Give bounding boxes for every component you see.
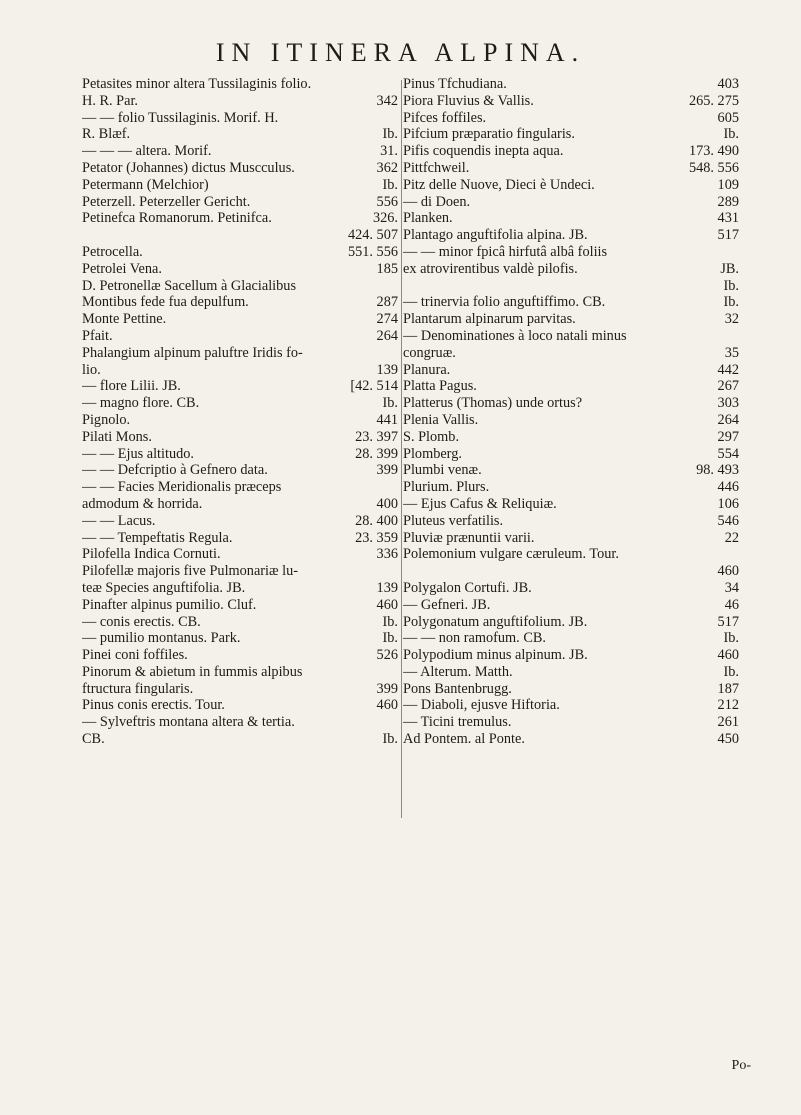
page-reference	[392, 664, 398, 681]
page-reference: 23. 359	[355, 529, 398, 546]
page-reference: 22	[724, 529, 739, 546]
index-entry	[403, 278, 739, 295]
index-entry	[403, 731, 739, 748]
entry-text: ftructura fingularis.	[82, 680, 194, 697]
index-entry	[82, 210, 398, 227]
entry-text: Polygalon Cortufi. JB.	[403, 579, 532, 596]
entry-text: CB.	[82, 731, 105, 748]
index-entry	[82, 345, 398, 362]
page-reference: 556	[376, 193, 398, 210]
entry-text: Pittfchweil.	[403, 159, 470, 176]
page-reference: 98. 493	[696, 462, 739, 479]
index-entry	[403, 362, 739, 379]
right-column	[403, 76, 739, 748]
page-reference: 460	[376, 697, 398, 714]
entry-text: Platta Pagus.	[403, 378, 477, 395]
catchword: Po-	[731, 1058, 751, 1073]
page-reference: 109	[717, 176, 739, 193]
entry-text: Plantago anguftifolia alpina. JB.	[403, 227, 588, 244]
entry-text: Petasites minor altera Tussilaginis folio.	[82, 76, 312, 92]
entry-text: — — Defcriptio à Gefnero data.	[82, 462, 268, 479]
index-entry	[403, 563, 739, 580]
page-reference	[392, 278, 398, 295]
index-entry	[403, 227, 739, 244]
index-entry	[403, 110, 739, 127]
page-reference: 554	[717, 445, 739, 462]
page-reference: Ib.	[723, 294, 739, 311]
page-reference: [42. 514	[350, 378, 398, 395]
page-reference: 28. 400	[355, 512, 398, 529]
page-reference: 342	[376, 92, 398, 109]
index-entry	[82, 731, 398, 748]
page-reference: 274	[376, 311, 398, 328]
entry-text: Petrocella.	[82, 243, 143, 260]
index-entry	[82, 143, 398, 160]
page-reference: 460	[717, 563, 739, 580]
entry-text: Petator (Johannes) dictus Muscculus.	[82, 159, 295, 176]
entry-text: Polygonatum anguftifolium. JB.	[403, 613, 588, 630]
page-reference: 34	[724, 579, 739, 596]
page-reference: 400	[376, 495, 398, 512]
index-entry	[82, 580, 398, 597]
column-divider	[401, 80, 402, 818]
entry-text: Plurium. Plurs.	[403, 479, 490, 496]
index-entry	[82, 160, 398, 177]
page-reference: 326.	[372, 210, 398, 227]
index-entry	[82, 244, 398, 261]
entry-text: — — Ejus altitudo.	[82, 445, 194, 462]
page-reference: Ib.	[382, 630, 398, 647]
page-reference: 399	[376, 680, 398, 697]
index-entry	[403, 496, 739, 513]
page-reference: Ib.	[382, 126, 398, 143]
entry-text: Pilofella Indica Cornuti.	[82, 546, 221, 563]
index-entry	[403, 597, 739, 614]
entry-text: Polemonium vulgare cæruleum. Tour.	[403, 546, 619, 563]
entry-text: Pons Bantenbrugg.	[403, 680, 512, 697]
index-entry	[82, 647, 398, 664]
page-reference	[392, 110, 398, 127]
page-reference: Ib.	[382, 613, 398, 630]
page-reference: 424. 507	[347, 227, 398, 244]
index-entry	[82, 530, 398, 547]
index-entry	[403, 530, 739, 547]
entry-text: Pinus Tfchudiana.	[403, 76, 507, 92]
page-reference: 303	[717, 395, 739, 412]
index-entry	[403, 580, 739, 597]
page-reference: 517	[717, 613, 739, 630]
index-entry	[403, 160, 739, 177]
page-reference	[733, 546, 739, 563]
page-reference: Ib.	[723, 277, 739, 294]
entry-text: Pinafter alpinus pumilio. Cluf.	[82, 596, 257, 613]
page-reference: 32	[724, 311, 739, 328]
page-reference: 289	[717, 193, 739, 210]
index-entry	[82, 126, 398, 143]
page-reference: 267	[717, 378, 739, 395]
entry-text: Petinefca Romanorum. Petinifca.	[82, 210, 272, 227]
entry-text: R. Blæf.	[82, 126, 131, 143]
page-reference: 460	[376, 596, 398, 613]
entry-text: Polypodium minus alpinum. JB.	[403, 647, 588, 664]
index-entry	[403, 513, 739, 530]
entry-text: Pinorum & abietum in fummis alpibus	[82, 663, 303, 680]
page-reference: 28. 399	[355, 445, 398, 462]
index-entry	[82, 614, 398, 631]
page-reference: Ib.	[723, 630, 739, 647]
index-entry	[82, 546, 398, 563]
running-header: IN ITINERA ALPINA.	[215, 38, 586, 67]
entry-text: Petermann (Melchior)	[82, 176, 209, 193]
entry-text: congruæ.	[403, 344, 456, 361]
page-reference: 31.	[380, 143, 398, 160]
index-entry	[403, 630, 739, 647]
entry-text: Platterus (Thomas) unde ortus?	[403, 395, 583, 412]
page-reference: Ib.	[382, 731, 398, 748]
index-entry	[82, 513, 398, 530]
entry-text: S. Plomb.	[403, 428, 460, 445]
page-reference: 362	[376, 159, 398, 176]
entry-text: Pifces foffiles.	[403, 109, 487, 126]
entry-text: Plumbi venæ.	[403, 462, 482, 479]
page-reference: 173. 490	[688, 143, 739, 160]
entry-text: Plomberg.	[403, 445, 462, 462]
page-reference: Ib.	[723, 126, 739, 143]
index-entry	[82, 664, 398, 681]
index-entry	[82, 328, 398, 345]
entry-text: ex atrovirentibus valdè pilofis.	[403, 260, 578, 277]
entry-text: Piora Fluvius & Vallis.	[403, 92, 534, 109]
index-entry	[403, 378, 739, 395]
entry-text: Peterzell. Peterzeller Gericht.	[82, 193, 251, 210]
entry-text: — — minor fpicâ hirfutâ albâ foliis	[403, 243, 608, 260]
entry-text: — — Lacus.	[82, 512, 156, 529]
page-reference: 548. 556	[688, 159, 739, 176]
entry-text: — — Tempeftatis Regula.	[82, 529, 233, 546]
page-reference: 23. 397	[355, 428, 398, 445]
index-entry	[82, 429, 398, 446]
entry-text: — — — altera. Morif.	[82, 143, 212, 160]
index-entry	[82, 177, 398, 194]
index-entry	[403, 126, 739, 143]
entry-text: Pilati Mons.	[82, 428, 152, 445]
entry-text: — Alterum. Matth.	[403, 663, 513, 680]
index-entry	[82, 227, 398, 244]
entry-text: Pifcium præparatio fingularis.	[403, 126, 575, 143]
index-entry	[403, 143, 739, 160]
page-reference: 546	[717, 512, 739, 529]
entry-text: admodum & horrida.	[82, 495, 203, 512]
page-reference: 297	[717, 428, 739, 445]
entry-text: Pitz delle Nuove, Dieci è Undeci.	[403, 176, 595, 193]
index-entry	[82, 261, 398, 278]
index-entry	[82, 93, 398, 110]
entry-text: Plenia Vallis.	[403, 411, 479, 428]
page-reference: 336	[376, 546, 398, 563]
entry-text: Pinei coni foffiles.	[82, 647, 188, 664]
index-entry	[82, 479, 398, 496]
entry-text: Phalangium alpinum paluftre Iridis fo-	[82, 344, 303, 361]
index-entry	[403, 681, 739, 698]
index-entry	[403, 647, 739, 664]
entry-text: Pignolo.	[82, 411, 131, 428]
page-reference: Ib.	[382, 395, 398, 412]
index-entry	[403, 328, 739, 345]
entry-text: Petrolei Vena.	[82, 260, 162, 277]
entry-text: Pluteus verfatilis.	[403, 512, 504, 529]
page-reference: 139	[376, 361, 398, 378]
page-reference: Ib.	[382, 176, 398, 193]
page-reference: 446	[717, 479, 739, 496]
index-entry	[82, 563, 398, 580]
index-entry	[403, 429, 739, 446]
page-reference: 264	[717, 411, 739, 428]
index-entry	[82, 412, 398, 429]
index-entry	[403, 311, 739, 328]
index-entry	[82, 496, 398, 513]
index-entry	[403, 261, 739, 278]
page-reference: 287	[376, 294, 398, 311]
entry-text: Monte Pettine.	[82, 311, 167, 328]
page-reference: Ib.	[723, 663, 739, 680]
page-reference: 261	[717, 714, 739, 731]
entry-text	[403, 563, 712, 580]
index-entry	[82, 194, 398, 211]
index-entry	[82, 681, 398, 698]
left-column	[82, 76, 398, 748]
page-reference: 35	[724, 344, 739, 361]
page-reference: 431	[717, 210, 739, 227]
page-reference	[392, 479, 398, 496]
entry-text: Planura.	[403, 361, 451, 378]
index-entry	[403, 93, 739, 110]
index-entry	[403, 194, 739, 211]
index-entry	[82, 597, 398, 614]
page-reference: 187	[717, 680, 739, 697]
index-entry	[403, 76, 739, 93]
index-entry	[82, 110, 398, 127]
page-reference: 517	[717, 227, 739, 244]
index-entry	[403, 345, 739, 362]
index-entry	[82, 311, 398, 328]
page-reference: 442	[717, 361, 739, 378]
entry-text	[403, 278, 718, 295]
page-reference: 605	[717, 109, 739, 126]
index-entry	[403, 697, 739, 714]
index-entry	[403, 446, 739, 463]
page-reference: 526	[376, 647, 398, 664]
entry-text: H. R. Par.	[82, 92, 139, 109]
entry-text: — Gefneri. JB.	[403, 596, 491, 613]
index-entry	[403, 664, 739, 681]
entry-text: — trinervia folio anguftiffimo. CB.	[403, 294, 606, 311]
index-entry	[82, 446, 398, 463]
entry-text: — conis erectis. CB.	[82, 613, 201, 630]
entry-text: — Sylveftris montana altera & tertia.	[82, 714, 295, 731]
page-reference: 450	[717, 731, 739, 748]
index-entry	[403, 210, 739, 227]
page-reference: 46	[724, 596, 739, 613]
entry-text: — — folio Tussilaginis. Morif. H.	[82, 109, 279, 126]
page-reference: 399	[376, 462, 398, 479]
index-entry	[82, 395, 398, 412]
index-entry	[403, 177, 739, 194]
entry-text: lio.	[82, 361, 101, 378]
entry-text: teæ Species anguftifolia. JB.	[82, 579, 246, 596]
index-entry	[403, 462, 739, 479]
page-reference	[392, 345, 398, 362]
page-reference	[392, 714, 398, 731]
entry-text: — Ticini tremulus.	[403, 714, 512, 731]
entry-text: — flore Lilii. JB.	[82, 378, 181, 395]
index-entry	[82, 362, 398, 379]
entry-text: — di Doen.	[403, 193, 471, 210]
index-entry	[82, 378, 398, 395]
index-entry	[403, 479, 739, 496]
page-reference: JB.	[720, 260, 739, 277]
entry-text: D. Petronellæ Sacellum à Glacialibus	[82, 277, 297, 294]
entry-text: Pilofellæ majoris five Pulmonariæ lu-	[82, 563, 299, 580]
page-reference: 460	[717, 647, 739, 664]
index-entry	[82, 714, 398, 731]
index-entry	[82, 278, 398, 295]
index-entry	[82, 630, 398, 647]
entry-text: — — Facies Meridionalis præceps	[82, 479, 282, 496]
index-entry	[403, 614, 739, 631]
entry-text: Pinus conis erectis. Tour.	[82, 697, 225, 714]
page-reference: 265. 275	[688, 92, 739, 109]
index-entry	[82, 462, 398, 479]
index-entry	[82, 76, 398, 93]
page-reference: 185	[376, 260, 398, 277]
entry-text: — — non ramofum. CB.	[403, 630, 546, 647]
entry-text	[82, 227, 342, 244]
page-reference: 106	[717, 495, 739, 512]
page-reference: 551. 556	[347, 243, 398, 260]
index-entry	[403, 395, 739, 412]
entry-text: Pfait.	[82, 327, 113, 344]
index-entry	[403, 546, 739, 563]
entry-text: — Diaboli, ejusve Hiftoria.	[403, 697, 560, 714]
index-entry	[403, 294, 739, 311]
index-entry	[82, 294, 398, 311]
page-reference: 403	[717, 76, 739, 92]
entry-text: — pumilio montanus. Park.	[82, 630, 241, 647]
entry-text: Montibus fede fua depulfum.	[82, 294, 249, 311]
entry-text: Ad Pontem. al Ponte.	[403, 731, 525, 748]
entry-text: Plantarum alpinarum parvitas.	[403, 311, 576, 328]
page-reference	[392, 563, 398, 580]
page-reference	[392, 76, 398, 93]
index-entry	[82, 697, 398, 714]
page-reference	[733, 244, 739, 261]
index-entry	[403, 412, 739, 429]
page-reference	[733, 328, 739, 345]
index-entry	[403, 714, 739, 731]
index-entry	[403, 244, 739, 261]
entry-text: — Ejus Cafus & Reliquiæ.	[403, 495, 557, 512]
page-reference: 212	[717, 697, 739, 714]
page-reference: 441	[376, 411, 398, 428]
entry-text: — Denominationes à loco natali minus	[403, 327, 627, 344]
entry-text: Pifis coquendis inepta aqua.	[403, 143, 564, 160]
page-reference: 139	[376, 579, 398, 596]
entry-text: Planken.	[403, 210, 453, 227]
page-reference: 264	[376, 327, 398, 344]
entry-text: — magno flore. CB.	[82, 395, 200, 412]
entry-text: Pluviæ prænuntii varii.	[403, 529, 535, 546]
